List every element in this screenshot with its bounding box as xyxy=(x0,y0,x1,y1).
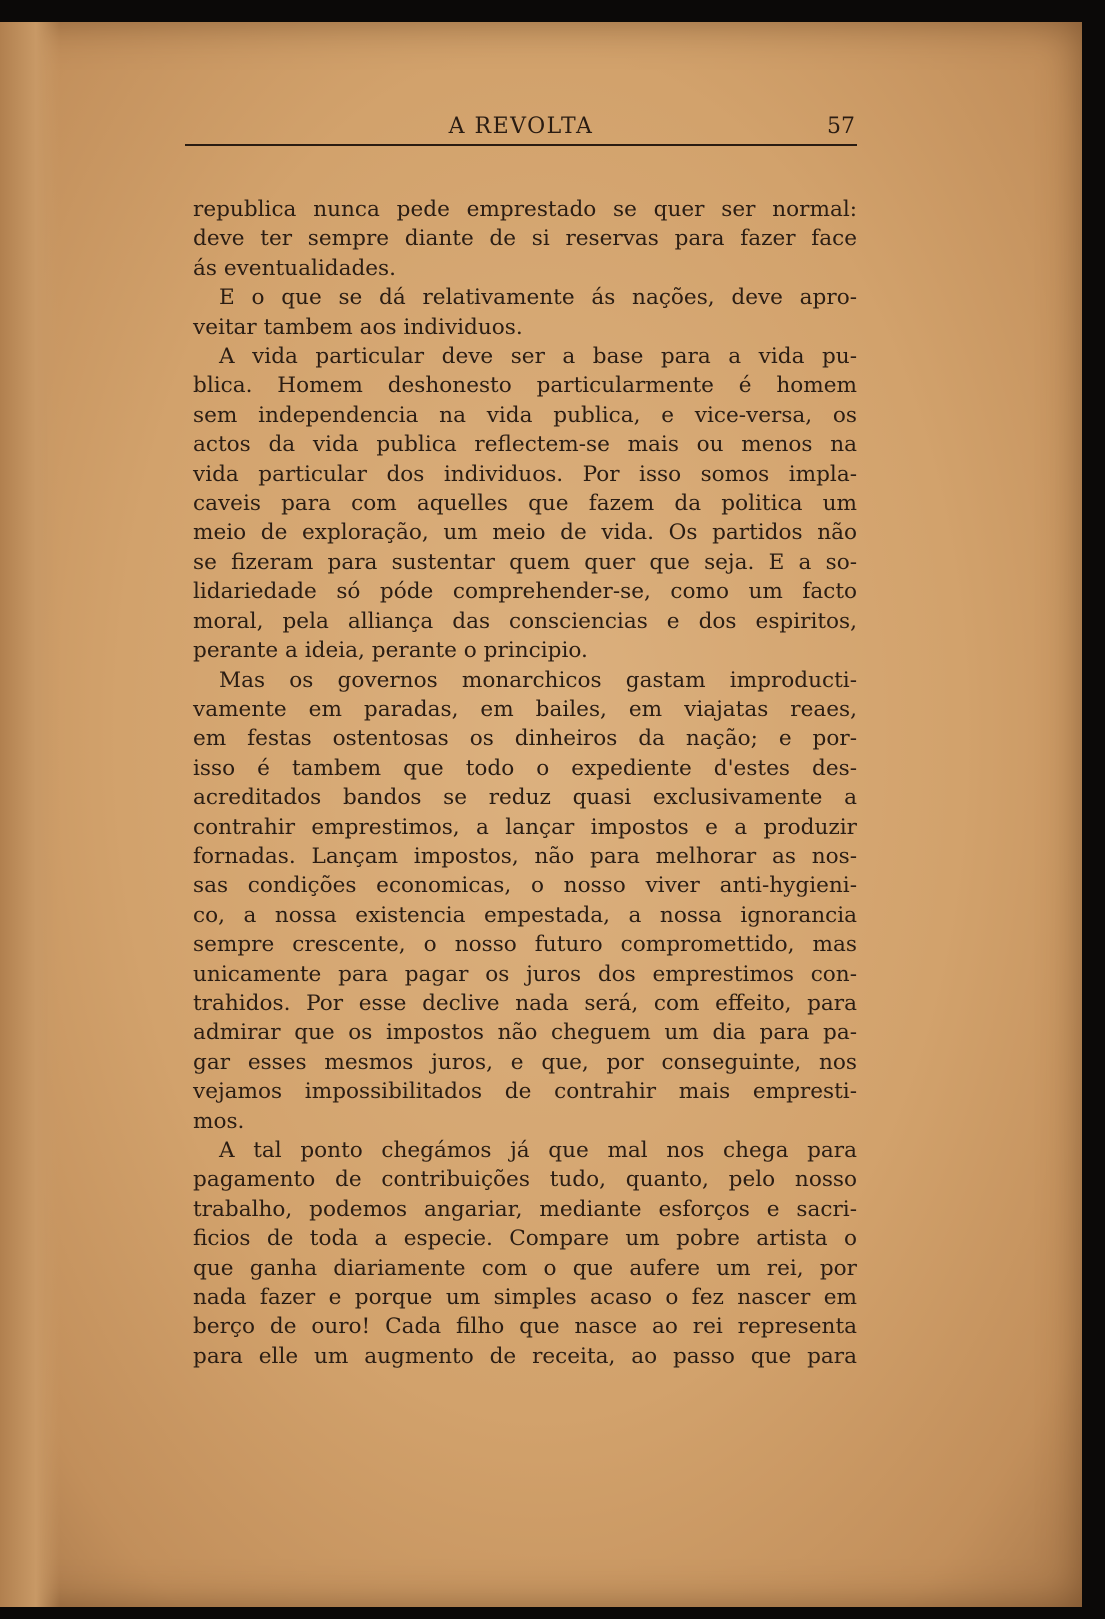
text-line: pagamento de contribuições tudo, quanto, pelo nosso xyxy=(193,1167,857,1193)
text-line: perante a ideia, perante o principio. xyxy=(193,638,588,664)
text-line: co, a nossa existencia empestada, a nossa ignorancia xyxy=(193,902,857,928)
page-number: 57 xyxy=(827,114,855,139)
text-line: se fizeram para sustentar quem quer que seja. E a so- xyxy=(193,549,857,575)
text-line: vamente em paradas, em bailes, em viajatas reaes, xyxy=(193,696,857,722)
text-line: vejamos impossibilitados de contrahir mais empresti- xyxy=(193,1079,857,1105)
text-line: republica nunca pede emprestado se quer ser normal: xyxy=(193,197,857,222)
text-line: ficios de toda a especie. Compare um pobre artista o xyxy=(193,1226,857,1252)
text-line: moral, pela alliança das consciencias e dos espiritos, xyxy=(193,608,857,634)
text-line: admirar que os impostos não cheguem um dia para pa- xyxy=(193,1020,857,1046)
text-line: A vida particular deve ser a base para a vida pu- xyxy=(219,344,857,370)
text-line: meio de exploração, um meio de vida. Os partidos não xyxy=(193,520,857,546)
text-line: berço de ouro! Cada filho que nasce ao rei representa xyxy=(193,1314,857,1340)
running-title: A REVOLTA xyxy=(448,114,594,139)
text-line: mos. xyxy=(193,1108,245,1134)
text-line: em festas ostentosas os dinheiros da nação; e por- xyxy=(193,726,857,752)
text-line: caveis para com aquelles que fazem da politica um xyxy=(193,491,857,517)
text-line: veitar tambem aos individuos. xyxy=(193,314,523,340)
text-line: blica. Homem deshonesto particularmente é homem xyxy=(193,373,857,399)
text-line: vida particular dos individuos. Por isso somos impla- xyxy=(193,461,857,487)
text-line: isso é tambem que todo o expediente d'estes des- xyxy=(193,755,857,781)
text-line: que ganha diariamente com o que aufere um rei, por xyxy=(193,1255,857,1281)
text-line: sem independencia na vida publica, e vice-versa, os xyxy=(193,402,857,428)
text-line: acreditados bandos se reduz quasi exclusivamente a xyxy=(193,785,857,811)
text-line: trahidos. Por esse declive nada será, com effeito, para xyxy=(193,990,857,1016)
text-line: A tal ponto chegámos já que mal nos chega para xyxy=(219,1138,857,1163)
text-line: actos da vida publica reflectem-se mais ou menos na xyxy=(193,432,857,458)
text-line: fornadas. Lançam impostos, não para melhorar as nos- xyxy=(193,843,857,869)
text-line: gar esses mesmos juros, e que, por conseguinte, nos xyxy=(193,1049,857,1075)
text-line: sas condições economicas, o nosso viver anti-hygieni- xyxy=(193,873,857,899)
text-line: ás eventualidades. xyxy=(193,255,397,281)
text-line: sempre crescente, o nosso futuro compromettido, mas xyxy=(193,932,857,958)
text-line: Mas os governos monarchicos gastam improducti- xyxy=(219,667,857,693)
text-line: contrahir emprestimos, a lançar impostos e a produzir xyxy=(193,814,857,840)
text-line: lidariedade só póde comprehender-se, como um facto xyxy=(193,579,857,605)
text-line: E o que se dá relativamente ás nações, deve apro- xyxy=(219,285,857,311)
page-header xyxy=(185,112,857,146)
text-line: unicamente para pagar os juros dos emprestimos con- xyxy=(193,961,857,987)
text-line: nada fazer e porque um simples acaso o fez nascer em xyxy=(193,1285,857,1311)
body-text xyxy=(193,195,857,1371)
page-spine-edge xyxy=(0,22,60,1607)
text-line: trabalho, podemos angariar, mediante esforços e sacri- xyxy=(193,1196,857,1222)
text-line: para elle um augmento de receita, ao passo que para xyxy=(193,1343,857,1369)
text-line: deve ter sempre diante de si reservas para fazer face xyxy=(193,226,857,252)
